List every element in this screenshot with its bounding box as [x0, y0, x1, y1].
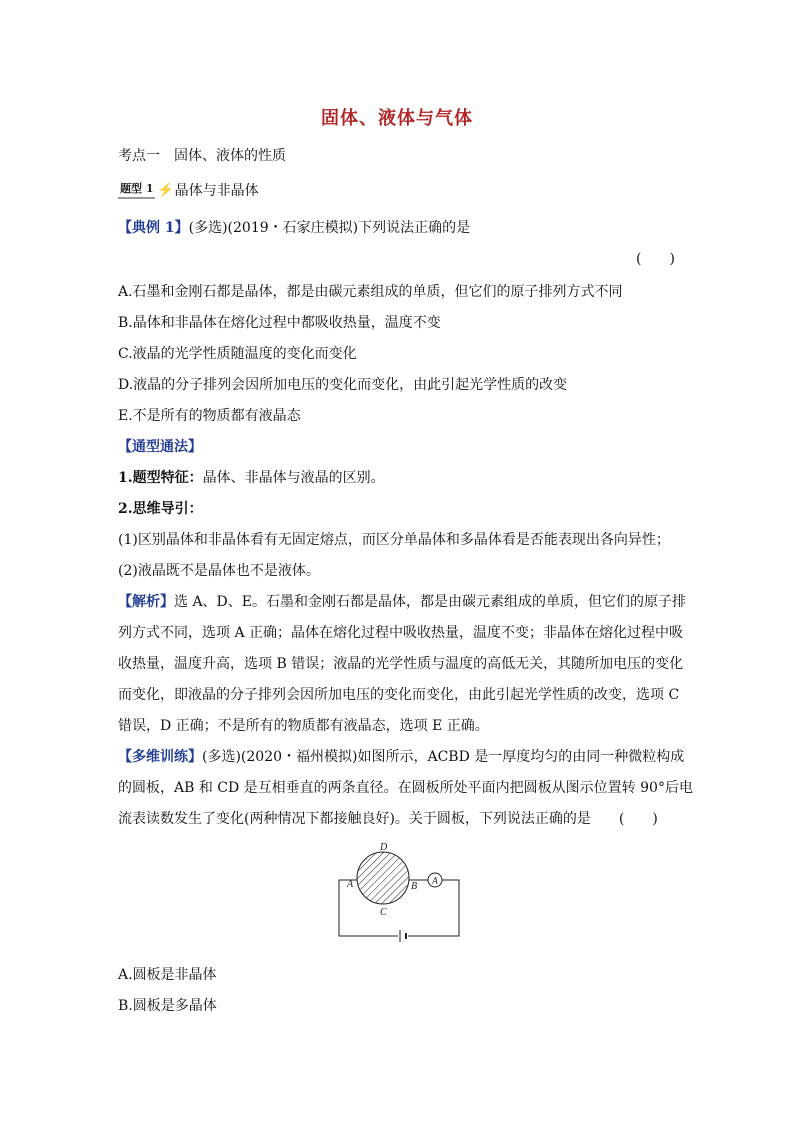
- ammeter-label: A: [432, 875, 438, 886]
- analysis-line-1: 【解析】选 A、D、E。石墨和金刚石都是晶体，都是由碳元素组成的单质，但它们的原子排: [118, 594, 687, 610]
- label-a: A: [347, 879, 354, 890]
- option-b: B.晶体和非晶体在熔化过程中都吸收热量，温度不变: [118, 315, 441, 331]
- lightning-icon: ⚡: [157, 182, 174, 198]
- analysis-line-5: 错误，D 正确；不是所有的物质都有液晶态，选项 E 正确。: [118, 718, 489, 734]
- guide-label: 2.思维导引：: [118, 501, 203, 517]
- analysis-line-3: 收热量，温度升高，选项 B 错误；液晶的光学性质与温度的高低无关，其随所加电压的变化: [118, 656, 684, 672]
- circuit-figure: [332, 840, 472, 944]
- training-tag: 【多维训练】: [118, 749, 202, 765]
- example-stem: [118, 218, 470, 238]
- tixing-heading: [118, 180, 259, 200]
- training-line-3: 流表读数发生了变化(两种情况下都接触良好)。关于圆板，下列说法正确的是 ( ): [118, 811, 658, 827]
- tongxing-tag: 【通型通法】: [118, 439, 202, 455]
- label-c: C: [380, 907, 387, 918]
- feature-label: 1.题型特征：: [118, 470, 203, 486]
- training-line-1: 【多维训练】(多选)(2020・福州模拟)如图所示，ACBD 是一厚度均匀的由同一种微粒构成: [118, 749, 685, 765]
- option-a: A.石墨和金刚石都是晶体，都是由碳元素组成的单质，但它们的原子排列方式不同: [118, 284, 623, 300]
- example-stem-text: (多选)(2019・石家庄模拟)下列说法正确的是: [188, 220, 471, 236]
- analysis-line-2: 列方式不同，选项 A 正确；晶体在熔化过程中吸收热量，温度不变；非晶体在熔化过程中吸: [118, 625, 684, 641]
- tongxing-heading: [118, 437, 202, 457]
- example-tag: 【典例 1】: [118, 220, 189, 236]
- training-option-b: B.圆板是多晶体: [118, 998, 217, 1014]
- tixing-badge: 题型 1: [118, 182, 155, 199]
- guide-item-2: (2)液晶既不是晶体也不是液体。: [118, 563, 320, 579]
- guide-item-1: (1)区别晶体和非晶体看有无固定熔点，而区分单晶体和多晶体看是否能表现出各向异性；: [118, 532, 670, 548]
- feature-line: [118, 468, 385, 488]
- option-c: C.液晶的光学性质随温度的变化而变化: [118, 346, 357, 362]
- training-line-2: 的圆板，AB 和 CD 是互相垂直的两条直径。在圆板所处平面内把圆板从图示位置转 90°后电: [118, 780, 693, 796]
- tixing-label: 晶体与非晶体: [174, 183, 259, 199]
- training-option-a: A.圆板是非晶体: [118, 967, 217, 983]
- option-e: E.不是所有的物质都有液晶态: [118, 408, 301, 424]
- analysis-tag: 【解析】: [118, 594, 174, 610]
- analysis-line-4: 而变化，即液晶的分子排列会因所加电压的变化而变化，由此引起光学性质的改变，选项 C: [118, 687, 680, 703]
- kaodian-heading: 考点一 固体、液体的性质: [118, 148, 286, 164]
- option-d: D.液晶的分子排列会因所加电压的变化而变化，由此引起光学性质的改变: [118, 377, 568, 393]
- disk: [357, 852, 409, 904]
- label-d: D: [380, 842, 388, 853]
- label-b: B: [411, 881, 418, 892]
- feature-text: 晶体、非晶体与液晶的区别。: [202, 470, 385, 486]
- answer-bracket: ( ): [636, 251, 675, 267]
- page-title: 固体、液体与气体: [321, 108, 473, 129]
